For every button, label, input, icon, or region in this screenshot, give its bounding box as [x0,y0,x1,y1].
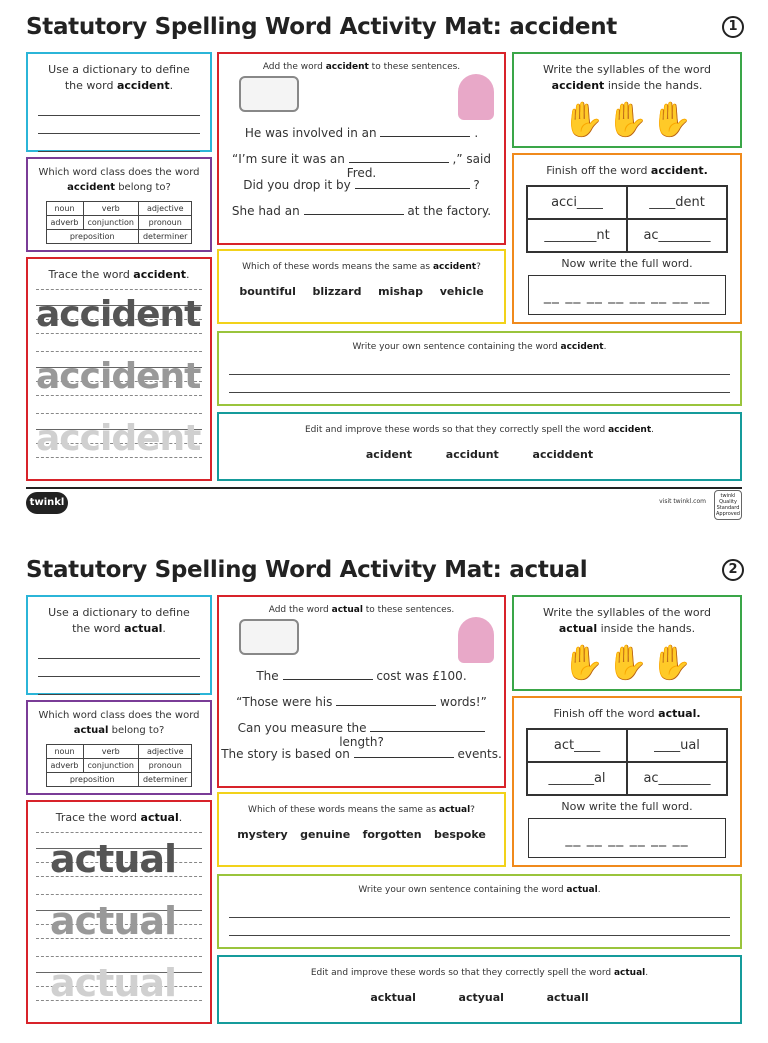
activity-mat [0,0,768,500]
finish-word-box [512,696,742,867]
own-sentence-lines[interactable] [229,357,730,393]
synonym-box [217,249,506,324]
answer-blank[interactable] [304,214,404,215]
own-sentence-prompt: Write your own sentence containing the word accident. [352,342,607,352]
word-class-prompt: Which word class does the word accident belong to? [38,167,200,193]
trace-prompt: Trace the word accident. [48,268,190,281]
illustration-icon [458,74,494,120]
word-class-option[interactable]: noun [46,745,83,759]
misspelling-option[interactable]: actuall [546,991,589,1004]
synonym-option[interactable]: bountiful [239,285,296,298]
trace-word: accident [36,418,201,459]
word-class-option[interactable]: pronoun [138,216,192,230]
own-sentence-prompt: Write your own sentence containing the word actual. [358,885,601,895]
synonym-option[interactable]: mystery [237,828,288,841]
full-word-field[interactable]: __ __ __ __ __ __ __ __ [528,275,726,315]
answer-blank[interactable] [380,136,470,137]
mat-title: Statutory Spelling Word Activity Mat: accident [26,14,617,40]
fill-sentence: “Those were his words!” [236,695,487,709]
synonym-options [219,828,504,841]
word-class-option[interactable]: verb [83,745,138,759]
word-part-cell[interactable]: ac________ [627,762,727,795]
synonym-option[interactable]: forgotten [362,828,422,841]
finish-prompt: Finish off the word actual. [553,707,701,720]
misspelling-option[interactable]: actyual [458,991,504,1004]
trace-box [26,800,212,1024]
syllables-box [512,52,742,148]
mat-number: 1 [722,16,744,38]
word-parts-grid [526,185,728,253]
misspelling-option[interactable]: acident [365,448,413,461]
synonym-option[interactable]: mishap [378,285,424,298]
full-word-label: Now write the full word. [561,800,693,813]
synonym-option[interactable]: vehicle [439,285,484,298]
synonym-prompt: Which of these words means the same as actual? [248,805,475,815]
fill-sentence: Did you drop it by ? [243,178,480,192]
answer-blank[interactable] [370,731,485,732]
trace-word: actual [50,837,177,881]
misspelling-option[interactable]: accidunt [445,448,499,461]
answer-blank[interactable] [349,162,449,163]
own-sentence-lines[interactable] [229,900,730,936]
sentences-prompt: Add the word actual to these sentences. [268,605,455,615]
footer-divider [26,487,742,489]
word-class-option[interactable]: verb [83,202,138,216]
word-class-box [26,700,212,795]
visit-link[interactable]: visit twinkl.com [659,498,706,505]
word-class-option[interactable]: adjective [138,202,192,216]
word-part-cell[interactable]: acci____ [527,186,627,219]
illustration-icon [239,76,299,112]
word-class-option[interactable]: pronoun [138,759,192,773]
answer-blank[interactable] [354,757,454,758]
trace-box [26,257,212,481]
finish-prompt: Finish off the word accident. [546,164,708,177]
answer-blank[interactable] [336,705,436,706]
word-class-option[interactable]: determiner [138,230,192,244]
hand-icon[interactable]: ✋ [562,643,605,683]
full-word-field[interactable]: __ __ __ __ __ __ [528,818,726,858]
define-prompt: Use a dictionary to define the word accident. [48,63,190,92]
trace-prompt: Trace the word actual. [55,811,183,824]
full-word-label: Now write the full word. [561,257,693,270]
trace-word: actual [50,961,177,1005]
word-class-table [46,201,193,244]
syllables-prompt: Write the syllables of the word accident inside the hands. [543,63,711,92]
edit-prompt: Edit and improve these words so that they correctly spell the word accident. [304,425,655,435]
word-class-option[interactable]: adverb [46,216,83,230]
sentences-box [217,595,506,788]
hand-icon[interactable]: ✋ [606,100,649,140]
edit-box [217,412,742,481]
illustration-icon [239,619,299,655]
word-class-box [26,157,212,252]
quality-badge: twinkl Quality Standard Approved [714,490,742,520]
word-class-option[interactable]: determiner [138,773,192,787]
word-part-cell[interactable]: ____ual [627,729,727,762]
finish-word-box [512,153,742,324]
word-part-cell[interactable]: ____dent [627,186,727,219]
word-class-option[interactable]: noun [46,202,83,216]
twinkl-logo: twinkl [26,492,68,514]
word-class-table [46,744,193,787]
word-parts-grid [526,728,728,796]
synonym-option[interactable]: genuine [300,828,351,841]
edit-options [219,991,740,1004]
word-class-option[interactable]: conjunction [83,759,138,773]
word-part-cell[interactable]: _______al [527,762,627,795]
define-prompt: Use a dictionary to define the word actual. [48,606,190,635]
fill-sentence: The cost was £100. [256,669,467,683]
sentences-box [217,52,506,245]
trace-word: actual [50,899,177,943]
definition-lines[interactable] [38,641,200,695]
own-sentence-box [217,874,742,949]
fill-sentence: She had an at the factory. [231,204,492,218]
fill-sentence: “I’m sure it was an ,” said Fred. [232,152,491,180]
synonym-prompt: Which of these words means the same as accident? [242,262,481,272]
syllables-box [512,595,742,691]
trace-word: accident [36,294,201,335]
synonym-box [217,792,506,867]
word-class-option[interactable]: adverb [46,759,83,773]
misspelling-option[interactable]: acciddent [532,448,594,461]
synonym-option[interactable]: blizzard [312,285,362,298]
own-sentence-box [217,331,742,406]
word-part-cell[interactable]: ________nt [527,219,627,252]
synonym-option[interactable]: bespoke [434,828,486,841]
fill-sentence: The story is based on events. [221,747,502,761]
mat-title: Statutory Spelling Word Activity Mat: actual [26,557,588,583]
illustration-icon [458,617,494,663]
word-class-option[interactable]: preposition [46,773,138,787]
hand-icon[interactable]: ✋ [650,643,693,683]
synonym-options [219,285,504,298]
define-box [26,595,212,695]
activity-mat [0,543,768,1043]
word-class-option[interactable]: conjunction [83,216,138,230]
word-part-cell[interactable]: act____ [527,729,627,762]
word-class-option[interactable]: preposition [46,230,138,244]
edit-prompt: Edit and improve these words so that they correctly spell the word actual. [310,968,649,978]
hand-icon[interactable]: ✋ [606,643,649,683]
define-box [26,52,212,152]
fill-sentence: He was involved in an . [244,126,479,140]
word-part-cell[interactable]: ac________ [627,219,727,252]
hand-icon[interactable]: ✋ [650,100,693,140]
syllables-prompt: Write the syllables of the word actual inside the hands. [543,606,711,635]
answer-blank[interactable] [355,188,470,189]
misspelling-option[interactable]: acktual [370,991,416,1004]
edit-box [217,955,742,1024]
fill-sentence: Can you measure the length? [219,721,504,749]
definition-lines[interactable] [38,98,200,152]
trace-word: accident [36,356,201,397]
word-class-prompt: Which word class does the word actual belong to? [38,710,200,736]
sentences-prompt: Add the word accident to these sentences. [262,62,461,72]
edit-options [219,448,740,461]
hand-icon[interactable]: ✋ [562,100,605,140]
word-class-option[interactable]: adjective [138,745,192,759]
mat-number: 2 [722,559,744,581]
answer-blank[interactable] [283,679,373,680]
